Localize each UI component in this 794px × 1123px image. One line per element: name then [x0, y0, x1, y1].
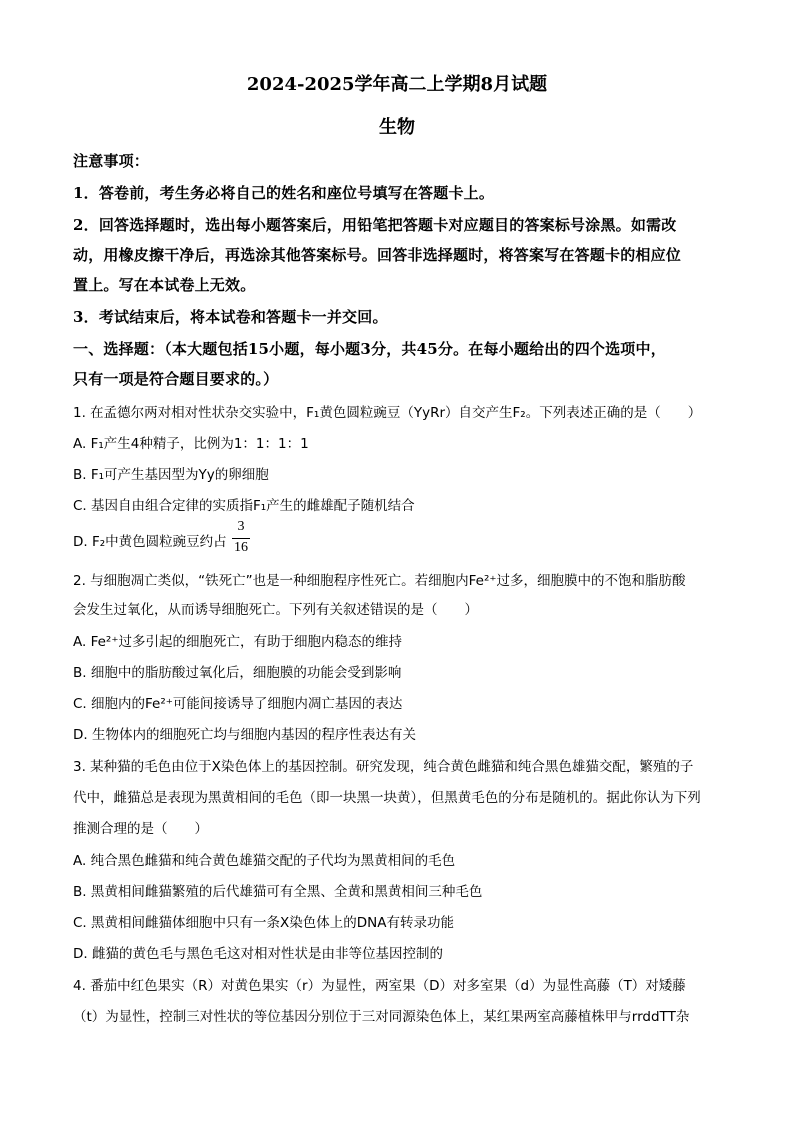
q4-stem-line-1: 4. 番茄中红色果实（R）对黄色果实（r）为显性，两室果（D）对多室果（d）为显性高藤（T）对矮藤	[73, 978, 686, 994]
notice-item-3: 3．考试结束后，将本试卷和答题卡一并交回。	[73, 308, 388, 326]
q3-option-c: C. 黑黄相间雌猫体细胞中只有一条X染色体上的DNA有转录功能	[73, 915, 454, 931]
q3-option-a: A. 纯合黑色雌猫和纯合黄色雄猫交配的子代均为黑黄相间的毛色	[73, 853, 456, 869]
q2-option-d: D. 生物体内的细胞死亡均与细胞内基因的程序性表达有关	[73, 727, 416, 743]
section-heading-line-2: 只有一项是符合题目要求的。）	[73, 370, 279, 388]
q2-stem-line-2: 会发生过氧化，从而诱导细胞死亡。下列有关叙述错误的是（ ）	[73, 602, 478, 618]
subject-title: 生物	[379, 117, 415, 138]
q1-d-fraction-bar	[232, 538, 250, 539]
q2-stem-line-1: 2. 与细胞凋亡类似，“铁死亡”也是一种细胞程序性死亡。若细胞内Fe²⁺过多，细胞膜中的不饱和脂肪酸	[73, 573, 686, 589]
q3-option-d: D. 雌猫的黄色毛与黑色毛这对相对性状是由非等位基因控制的	[73, 946, 443, 962]
notice-item-2-line-2: 动，用橡皮擦干净后，再选涂其他答案标号。回答非选择题时，将答案写在答题卡的相应位	[73, 246, 682, 264]
q3-stem-line-1: 3. 某种猫的毛色由位于X染色体上的基因控制。研究发现，纯合黄色雌猫和纯合黑色雄猫交配，繁殖的子	[73, 759, 694, 775]
q3-stem-line-3: 推测合理的是（ ）	[73, 821, 208, 837]
q2-option-b: B. 细胞中的脂肪酸过氧化后，细胞膜的功能会受到影响	[73, 665, 402, 681]
q1-option-b: B. F₁可产生基因型为Yy的卵细胞	[73, 467, 269, 483]
notice-item-2-line-3: 置上。写在本试卷上无效。	[73, 276, 256, 294]
q2-option-a: A. Fe²⁺过多引起的细胞死亡，有助于细胞内稳态的维持	[73, 634, 402, 650]
notice-heading: 注意事项：	[73, 152, 150, 170]
q1-stem: 1. 在孟德尔两对相对性状杂交实验中，F₁黄色圆粒豌豆（YyRr）自交产生F₂。下列表述正确的是（ ）	[73, 405, 702, 421]
q4-stem-line-2: （t）为显性，控制三对性状的等位基因分别位于三对同源染色体上，某红果两室高藤植株甲与rrddTT杂	[73, 1009, 690, 1025]
q1-option-a: A. F₁产生4种精子，比例为1：1：1：1	[73, 436, 309, 452]
section-heading-line-1: 一、选择题：（本大题包括15小题，每小题3分，共45分。在每小题给出的四个选项中，	[73, 340, 666, 358]
q2-option-c: C. 细胞内的Fe²⁺可能间接诱导了细胞内凋亡基因的表达	[73, 696, 403, 712]
q1-option-d: D. F₂中黄色圆粒豌豆约占	[73, 534, 227, 550]
q1-d-fraction-numerator: 3	[237, 519, 245, 534]
notice-item-2-line-1: 2．回答选择题时，选出每小题答案后，用铅笔把答题卡对应题目的答案标号涂黑。如需改	[73, 216, 677, 234]
q3-stem-line-2: 代中，雌猫总是表现为黑黄相间的毛色（即一块黑一块黄），但黑黄毛色的分布是随机的。据此你认为下列	[73, 790, 701, 806]
q1-d-fraction-denominator: 16	[234, 540, 248, 555]
exam-title: 2024-2025学年高二上学期8月试题	[246, 74, 548, 95]
notice-item-1: 1．答卷前，考生务必将自己的姓名和座位号填写在答题卡上。	[73, 184, 495, 202]
q1-option-c: C. 基因自由组合定律的实质指F₁产生的雌雄配子随机结合	[73, 498, 415, 514]
q3-option-b: B. 黑黄相间雌猫繁殖的后代雄猫可有全黑、全黄和黑黄相间三种毛色	[73, 884, 483, 900]
